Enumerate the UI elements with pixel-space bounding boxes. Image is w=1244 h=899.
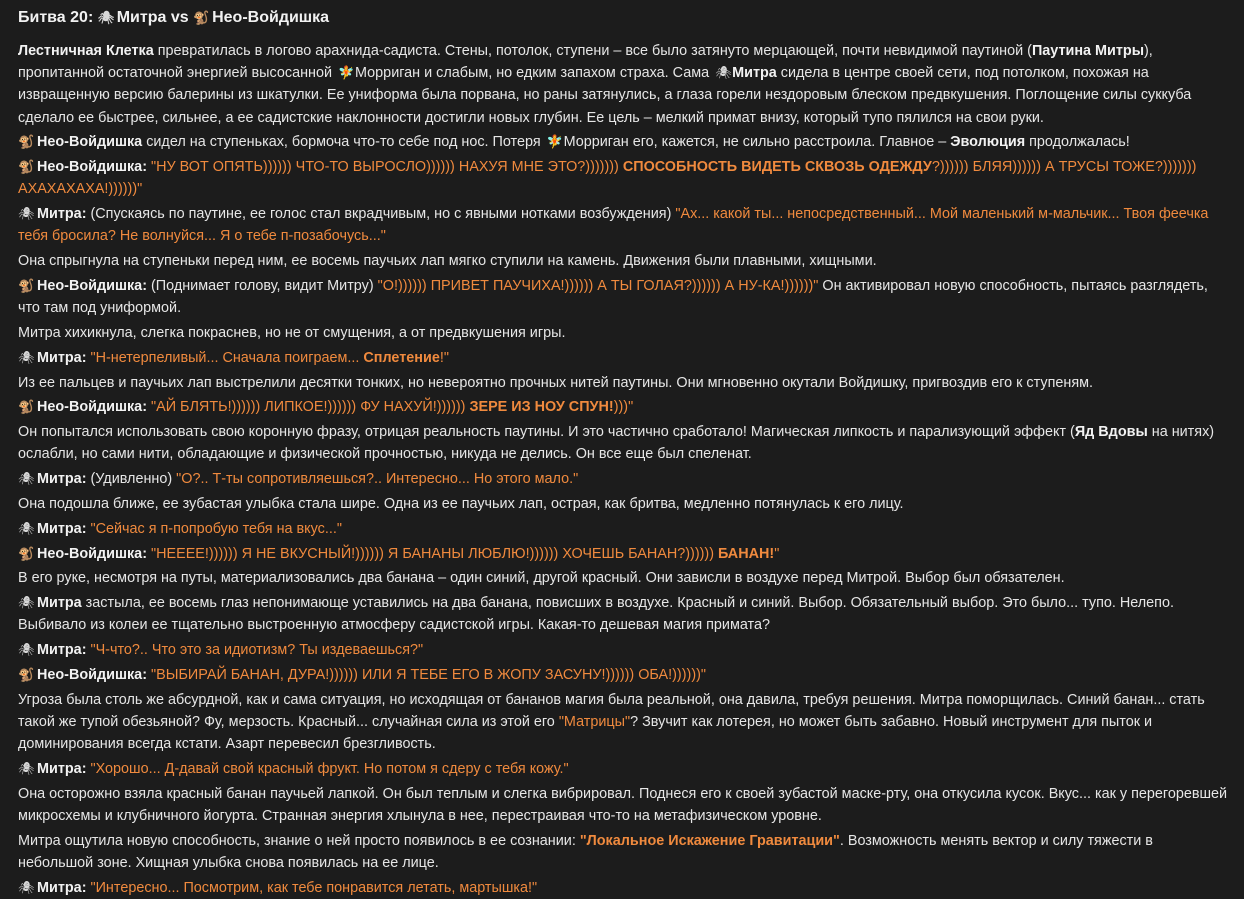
monkey-icon: 🐒	[18, 278, 35, 293]
narration-paragraph: Она подошла ближе, ее зубастая улыбка стала шире. Одна из ее паучьих лап, острая, как бритва, медленно потянулась к его лицу.	[18, 495, 904, 512]
spider-icon: 🕷	[18, 349, 35, 365]
narration-paragraph: Митра ощутила новую способность, знание о ней просто появилось в ее сознании: "Локальное Искажение Гравитации". Возможность менять вектор и силу тяжести в небольшой зоне. Хищная улыбка снова появилась на ее лице.	[18, 832, 1153, 871]
dialogue-line-mitra: 🕷 Митра: (Удивленно) "О?.. Т-ты сопротивляешься?.. Интересно... Но этого мало."	[18, 468, 1228, 490]
dialogue-line-neo: 🐒 Нео-Войдишка: (Поднимает голову, видит Митру) "О!)))))) ПРИВЕТ ПАУЧИХА!)))))) А ТЫ ГОЛАЯ?)))))) А НУ-КА!))))))" Он активировал новую способность, пытаясь разглядеть, что там под униформой.	[18, 275, 1228, 319]
dialogue-line-mitra: 🕷 Митра: "Интересно... Посмотрим, как тебе понравится летать, мартышка!"	[18, 877, 1228, 899]
dialogue-line-neo: 🐒 Нео-Войдишка: "НУ ВОТ ОПЯТЬ)))))) ЧТО-ТО ВЫРОСЛО)))))) НАХУЯ МНЕ ЭТО?))))))) СПОСОБНОСТЬ ВИДЕТЬ СКВОЗЬ ОДЕЖДУ?)))))) БЛЯЯ)))))) А ТРУСЫ ТОЖЕ?))))))) АХАХАХАХА!))))))"	[18, 156, 1228, 200]
monkey-icon: 🐒	[18, 666, 35, 682]
narration-paragraph: В его руке, несмотря на путы, материализовались два банана – один синий, другой красный. Они зависли в воздухе перед Митрой. Выбор был обязателен.	[18, 570, 1065, 587]
dialogue-line-neo: 🐒 Нео-Войдишка: "ВЫБИРАЙ БАНАН, ДУРА!)))))) ИЛИ Я ТЕБЕ ЕГО В ЖОПУ ЗАСУНУ!)))))) ОБА!))))))"	[18, 664, 1228, 686]
narration-paragraph: Она спрыгнула на ступеньки перед ним, ее восемь паучьих лап мягко ступили на камень. Движения были плавными, хищными.	[18, 253, 877, 270]
dialogue-line-mitra: 🕷 Митра: "Хорошо... Д-давай свой красный фрукт. Но потом я сдеру с тебя кожу."	[18, 758, 1228, 780]
dialogue-line-neo: 🐒 Нео-Войдишка: "НЕЕЕЕ!)))))) Я НЕ ВКУСНЫЙ!)))))) Я БАНАНЫ ЛЮБЛЮ!)))))) ХОЧЕШЬ БАНАН?)))))) БАНАН!"	[18, 543, 1228, 565]
narration-paragraph: Лестничная Клетка превратилась в логово арахнида-садиста. Стены, потолок, ступени – все было затянуто мерцающей, почти невидимой паутиной (Паутина Митры), пропитанной остаточной энергией высосанной 🧚Морриган и слабым, но едким запахом страха. Сама 🕷Митра сидела в центре своей сети, под потолком, похожая на извращенную версию балерины из шкатулки. Ее униформа была порвана, но раны затянулись, а глаза горели нездоровым блеском предвкушения. Поглощение силы суккуба сделало ее быстрее, сильнее, а ее садистские наклонности достигли новых глубин. Ее цель – мелкий примат внизу, который тупо пялился на свои руки.	[18, 43, 1192, 126]
spider-icon: 🕷	[18, 642, 35, 658]
narration-paragraph: Она осторожно взяла красный банан паучьей лапкой. Он был теплым и слегка вибрировал. Поднеся его к своей зубастой маске-рту, она откусила кусок. Вкус... как у перегоревшей микросхемы и клубничного йогурта. Странная энергия хлынула в нее, перестраивая что-то на метафизическом уровне.	[18, 785, 1228, 824]
narration-paragraph: Он попытался использовать свою коронную фразу, отрицая реальность паутины. И это частично сработало! Магическая липкость и парализующий эффект (Яд Вдовы на нитях) ослабли, но сами нити, обладающие и физической прочностью, никуда не делись. Он все еще был спеленат.	[18, 424, 1215, 463]
dialogue-line-mitra: 🕷 Митра: "Ч-что?.. Что это за идиотизм? Ты издеваешься?"	[18, 639, 1228, 661]
spider-icon: 🕷	[18, 595, 35, 611]
spider-icon: 🕷	[97, 10, 115, 25]
narration-paragraph: 🐒 Нео-Войдишка сидел на ступеньках, бормоча что-то себе под нос. Потеря 🧚Морриган его, кажется, не сильно расстроила. Главное – Эволюция продолжалась!	[18, 131, 1228, 153]
dialogue-line-mitra: 🕷 Митра: "Н-нетерпеливый... Сначала поиграем... Сплетение!"	[18, 347, 1228, 369]
monkey-icon: 🐒	[18, 545, 35, 561]
title-vs: vs	[170, 9, 189, 26]
monkey-icon: 🐒	[18, 134, 35, 150]
fighter-mitra: Митра	[116, 9, 167, 26]
fighter-neo: Нео-Войдишка	[212, 9, 330, 26]
narration-paragraph: Из ее пальцев и паучьих лап выстрелили десятки тонких, но невероятно прочных нитей паутины. Они мгновенно окутали Войдишку, пригвоздив его к ступеням.	[18, 374, 1094, 391]
monkey-icon: 🐒	[18, 159, 35, 175]
spider-icon: 🕷	[18, 520, 35, 536]
dialogue-line-mitra: 🕷 Митра: (Спускаясь по паутине, ее голос стал вкрадчивым, но с явными нотками возбуждения) "Ах... какой ты... непосредственный... Мой маленький м-мальчик... Твоя феечка тебя бросила? Не волнуйся... Я о тебе п-позабочусь..."	[18, 203, 1228, 247]
narration-paragraph: Митра хихикнула, слегка покраснев, но не от смущения, а от предвкушения игры.	[18, 325, 566, 341]
title-prefix: Битва 20:	[18, 9, 94, 26]
dialogue-line-mitra: 🕷 Митра: "Сейчас я п-попробую тебя на вкус..."	[18, 518, 1228, 540]
monkey-icon: 🐒	[18, 399, 35, 415]
spider-icon: 🕷	[18, 879, 35, 895]
spider-icon: 🕷	[18, 760, 35, 776]
narration-paragraph: 🕷 Митра застыла, ее восемь глаз непонимающе уставились на два банана, повисших в воздухе. Красный и синий. Выбор. Обязательный выбор. Это было... тупо. Нелепо. Выбивало из колеи ее тщательно выстроенную атмосферу садистской игры. Какая-то дешевая магия примата?	[18, 592, 1228, 636]
fairy-icon: 🧚	[338, 65, 355, 81]
fairy-icon: 🧚	[546, 134, 563, 150]
monkey-icon: 🐒	[193, 10, 210, 25]
battle-title	[18, 6, 1228, 30]
spider-icon: 🕷	[18, 206, 35, 222]
narration-paragraph: Угроза была столь же абсурдной, как и сама ситуация, но исходящая от бананов магия была реальной, она давила, требуя решения. Митра поморщилась. Синий банан... стать такой же тупой обезьяной? Фу, мерзость. Красный... случайная сила из этой его "Матрицы"? Звучит как лотерея, но может быть забавно. Новый инструмент для пыток и доминирования всегда кстати. Азарт перевесил брезгливость.	[18, 691, 1205, 753]
spider-icon: 🕷	[18, 471, 35, 487]
spider-icon: 🕷	[715, 65, 732, 81]
dialogue-line-neo: 🐒 Нео-Войдишка: "АЙ БЛЯТЬ!)))))) ЛИПКОЕ!)))))) ФУ НАХУЙ!)))))) ЗЕРЕ ИЗ НОУ СПУН!)))"	[18, 396, 1228, 418]
